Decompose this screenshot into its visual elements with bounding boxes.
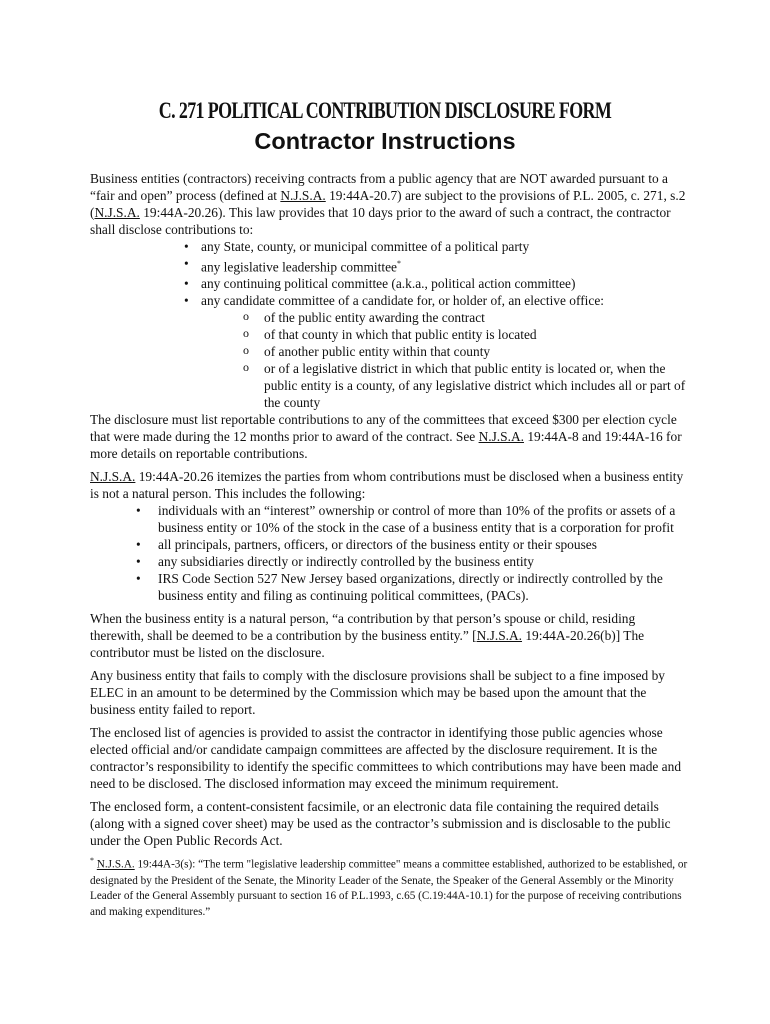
statute-link: N.J.S.A.: [94, 205, 140, 220]
list-item: • all principals, partners, officers, or directors of the business entity or their spouses: [136, 536, 690, 553]
footnote-marker: *: [90, 856, 94, 866]
fine-paragraph: Any business entity that fails to comply with the disclosure provisions shall be subject to a fine imposed by ELEC in an amount to be determined by the Commission which may be based upon the amount that the business entity failed to report.: [90, 668, 665, 718]
list-item: • any candidate committee of a candidate for, or holder of, an elective office: o of the public entity awarding the contract o of that county in which that public entity is located o of another public entity within that county o or of a legislative district in which that public entity is located or, when the public entity is a county, of any legislative district which includes all or part of the county: [184, 292, 690, 411]
sub-list-item: o or of a legislative district in which that public entity is located or, when the public entity is a county, of any legislative district which includes all or part of the county: [243, 360, 690, 411]
footnote: * N.J.S.A. 19:44A-3(s): “The term "legislative leadership committee" means a committee established, authorized to be established, or designated by the President of the Senate, the Minority Leader of the Senate, the Speaker of the General Assembly or the Minority Leader of the General Assembly pursuant to section 16 of P.L.1993, c.65 (C.19:44A-10.1) for the purpose of receiving contributions and making expenditures.”: [90, 856, 688, 918]
parties-list: [136, 502, 690, 604]
office-sublist: [243, 309, 690, 411]
sub-list-item: o of that county in which that public entity is located: [243, 326, 690, 343]
document-body: [90, 170, 690, 920]
form-subtitle: Contractor Instructions: [254, 128, 516, 154]
disclosure-paragraph: The disclosure must list reportable contributions to any of the committees that exceed $300 per election cycle that were made during the 12 months prior to award of the contract. See N.J.S.A. 19:44A-8 and 19:44A-16 for more details on reportable contributions.: [90, 412, 682, 462]
intro-paragraph: Business entities (contractors) receiving contracts from a public agency that are NOT awarded pursuant to a “fair and open” process (defined at N.J.S.A. 19:44A-20.7) are subject to the provisions of P.L. 2005, c. 271, s.2 (N.J.S.A. 19:44A-20.26). This law provides that 10 days prior to the award of such a contract, the contractor shall disclose contributions to:: [90, 171, 686, 237]
statute-link: N.J.S.A.: [90, 469, 136, 485]
statute-link: N.J.S.A.: [280, 188, 326, 203]
list-item: • any State, county, or municipal committee of a political party: [184, 238, 690, 255]
parties-paragraph: N.J.S.A. 19:44A-20.26 itemizes the parties from whom contributions must be disclosed when a business entity is not a natural person. This includes the following:: [90, 469, 684, 502]
form-title: C. 271 POLITICAL CONTRIBUTION DISCLOSURE FORM: [158, 98, 612, 123]
statute-link: N.J.S.A.: [476, 628, 523, 644]
list-item: • any subsidiaries directly or indirectly controlled by the business entity: [136, 553, 690, 570]
list-item: • IRS Code Section 527 New Jersey based organizations, directly or indirectly controlled by the business entity and filing as continuing political committees, (PACs).: [136, 570, 690, 604]
sub-list-item: o of the public entity awarding the contract: [243, 309, 690, 326]
committee-list: [184, 238, 690, 411]
list-item: • any legislative leadership committee*: [184, 255, 690, 275]
list-item: • any continuing political committee (a.k.a., political action committee): [184, 275, 690, 292]
sub-list-item: o of another public entity within that county: [243, 343, 690, 360]
statute-link: N.J.S.A.: [96, 859, 135, 872]
list-item: • individuals with an “interest” ownership or control of more than 10% of the profits or assets of a business entity or 10% of the stock in the case of a business entity that is a corporation for profit: [136, 502, 690, 536]
submission-paragraph: The enclosed form, a content-consistent facsimile, or an electronic data file containing the required details (along with a signed cover sheet) may be used as the contractor’s submission and is disclosable to the public under the Open Public Records Act.: [90, 799, 671, 849]
natural-person-paragraph: When the business entity is a natural person, “a contribution by that person’s spouse or child, residing therewith, shall be deemed to be a contribution by the business entity.” [N.J.S.A. 19:44A-20.26(b)] The contributor must be listed on the disclosure.: [90, 611, 645, 661]
footnote-marker: *: [396, 259, 401, 268]
statute-link: N.J.S.A.: [478, 429, 524, 445]
agencies-paragraph: The enclosed list of agencies is provided to assist the contractor in identifying those public agencies whose elected official and/or candidate campaign committees are affected by the disclosure requirement. It is the contractor’s responsibility to identify the specific committees to which contributions may have been made and need to be disclosed. The disclosed information may exceed the minimum requirement.: [90, 725, 682, 792]
